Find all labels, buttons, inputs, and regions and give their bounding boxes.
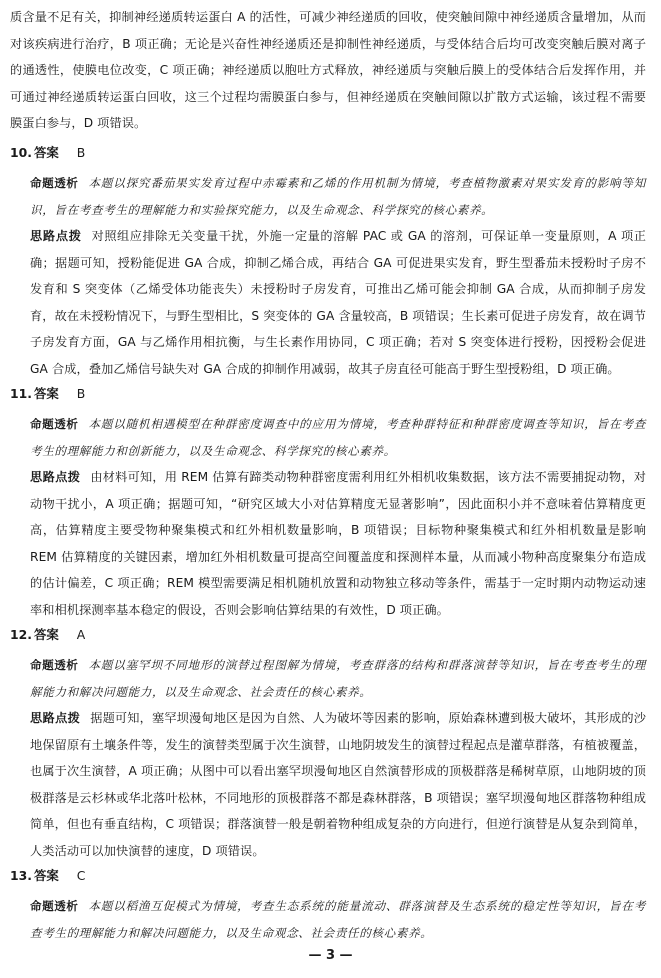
section-label: 思路点拨: [30, 711, 81, 725]
answer-label: 答案: [33, 868, 59, 883]
question-number: 10.: [10, 145, 32, 160]
answer-label: 答案: [33, 627, 59, 642]
question-number: 11.: [10, 386, 32, 401]
question-12-reasoning: [30, 705, 646, 865]
question-13-header: [10, 866, 85, 886]
answer-value: B: [76, 386, 86, 401]
question-11-reasoning: [30, 464, 646, 624]
intro-paragraph: 质含量不足有关，抑制神经递质转运蛋白 A 的活性，可减少神经递质的回收，使突触间隙中神经递质含量增加，从而对该疾病进行治疗，B 项正确；无论是兴奋性神经递质还是抑制性神经递质，与受体结合后均可改变突触后膜对离子的通透性，使膜电位改变，C 项正确；神经递质以胞吐方式释放，神经递质与突触后膜上的受体结合后发挥作用，并可通过神经递质转运蛋白回收，这三个过程均需膜蛋白参与，但神经递质在突触间隙以扩散方式运输，该过程不需要膜蛋白参与，D 项错误。: [10, 10, 646, 131]
section-text: 本题以塞罕坝不同地形的演替过程图解为情境，考查群落的结构和群落演替等知识，旨在考查考生的理解能力和解决问题能力，以及生命观念、社会责任的核心素养。: [30, 658, 646, 699]
question-12-analysis: [30, 652, 646, 705]
section-label: 思路点拨: [30, 229, 82, 243]
section-text: 本题以稻渔互促模式为情境，考查生态系统的能量流动、群落演替及生态系统的稳定性等知识，旨在考查考生的理解能力和解决问题能力，以及生命观念、社会责任的核心素养。: [30, 899, 646, 940]
section-label: 命题透析: [30, 417, 79, 431]
answer-value: C: [76, 868, 86, 883]
question-10-reasoning: [30, 223, 646, 383]
answer-value: B: [76, 145, 86, 160]
question-11-analysis: [30, 411, 646, 464]
answer-label: 答案: [33, 386, 59, 401]
section-text: 由材料可知，用 REM 估算有蹄类动物种群密度需利用红外相机收集数据，该方法不需要捕捉动物，对动物干扰小，A 项正确；据题可知，“研究区域大小对估算精度无显著影响”，因此面积小并不意味着估算精度更高，估算精度主要受物种聚集模式和红外相机数量影响，B 项错误；目标物种聚集模式和红外相机数量是影响 REM 估算精度的关键因素，增加红外相机数量可提高空间覆盖度和探测样本量，从而减小物种高度聚集分布造成的估计偏差，C 项正确；REM 模型需要满足相机随机放置和动物独立移动等条件，需基于一定时期内动物运动速率和相机探测率基本稳定的假设，否则会影响估算结果的有效性，D 项正确。: [30, 470, 646, 617]
question-11-header: [10, 384, 85, 404]
question-number: 13.: [10, 868, 32, 883]
section-text: 本题以探究番茄果实发育过程中赤霉素和乙烯的作用机制为情境，考查植物激素对果实发育的影响等知识，旨在考查考生的理解能力和实验探究能力，以及生命观念、科学探究的核心素养。: [30, 176, 646, 217]
question-number: 12.: [10, 627, 32, 642]
section-label: 命题透析: [30, 658, 79, 672]
section-label: 命题透析: [30, 899, 79, 913]
section-label: 命题透析: [30, 176, 79, 190]
section-label: 思路点拨: [30, 470, 81, 484]
question-10-analysis: [30, 170, 646, 223]
answer-value: A: [76, 627, 86, 642]
section-text: 据题可知，塞罕坝漫甸地区是因为自然、人为破坏等因素的影响，原始森林遭到极大破坏，其形成的沙地保留原有土壤条件等，发生的演替类型属于次生演替，山地阴坡发生的演替过程起点是灌草群落，有植被覆盖，也属于次生演替，A 项正确；从图中可以看出塞罕坝漫甸地区自然演替形成的顶极群落是稀树草原，山地阴坡的顶极群落是云杉林或华北落叶松林，不同地形的顶极群落不都是森林群落，B 项错误；塞罕坝漫甸地区群落物种组成简单，但也有垂直结构，C 项错误；群落演替一般是朝着物种组成复杂的方向进行，但逆行演替是从复杂到简单，人类活动可以加快演替的速度，D 项错误。: [30, 711, 647, 858]
section-text: 本题以随机相遇模型在种群密度调查中的应用为情境，考查种群特征和种群密度调查等知识，旨在考查考生的理解能力和创新能力，以及生命观念、科学探究的核心素养。: [30, 417, 646, 458]
question-13-analysis: [30, 893, 646, 946]
question-10-header: [10, 143, 85, 163]
question-12-header: [10, 625, 85, 645]
answer-label: 答案: [33, 145, 59, 160]
section-text: 对照组应排除无关变量干扰，外施一定量的溶解 PAC 或 GA 的溶剂，可保证单一变量原则，A 项正确；据题可知，授粉能促进 GA 合成，抑制乙烯合成，再结合 GA 可促进果实发育，野生型番茄未授粉时子房不发育和 S 突变体（乙烯受体功能丧失）未授粉时子房发育，可推出乙烯可能会抑制 GA 合成，从而抑制子房发育，故在未授粉情况下，与野生型相比，S 突变体的 GA 含量较高，B 项错误；生长素可促进子房发育，故在调节子房发育方面，GA 与乙烯作用相抗衡，与生长素作用协同，C 项正确；若对 S 突变体进行授粉，因授粉会促进 GA 合成，叠加乙烯信号缺失对 GA 合成的抑制作用减弱，故其子房直径可能高于野生型授粉组，D 项正确。: [30, 229, 647, 376]
page-number: — 3 —: [308, 948, 353, 963]
